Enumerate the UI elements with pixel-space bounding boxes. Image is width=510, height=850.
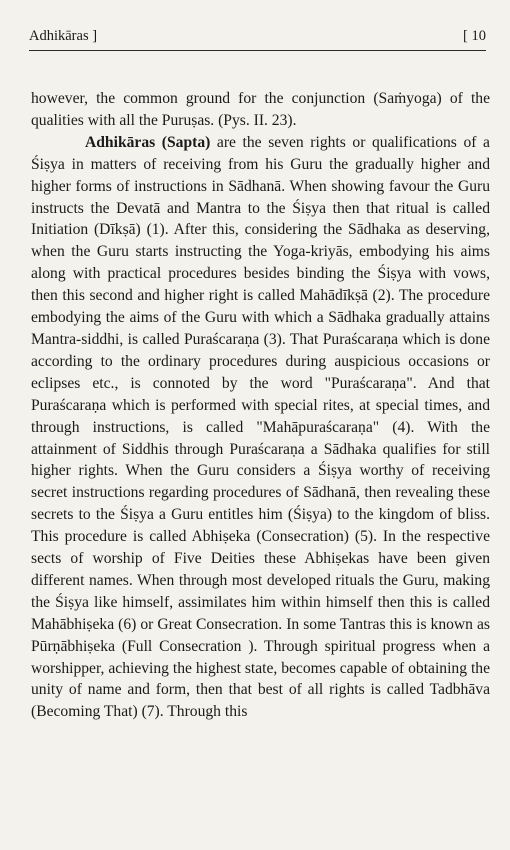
paragraph-adhikaras-text: are the seven rights or qualifications of a Śiṣya in matters of receiving from his Guru the gradually higher and higher forms of instructions in Sādhanā. When showing favour the Guru instructs the Devatā and Mantra to the Śiṣya then that ritual is called Initiation (Dīkṣā) (1). After this, considering the Sādhaka as deserving, when the Guru starts instructing the Yoga-kriyās, embodying his aims along with practical procedures besides binding the Śiṣya with vows, then this second and higher right is called Mahādīkṣā (2). The procedure embodying the aims of the Guru with which a Sādhaka gradually attains Mantra-siddhi, is called Puraścaraṇa (3). That Puraścaraṇa which is done according to the ordinary procedures during auspicious occasions or eclipses etc., is connoted by the word "Puraścaraṇa". And that Puraścaraṇa which is performed with special rites, at special times, and through instructions, is called "Mahāpuraścaraṇa" (4). With the attainment of Siddhis through Puraścaraṇa a Sādhaka qualifies for still higher rights. When the Guru considers a Śiṣya worthy of receiving secret instructions regarding procedures of Sādhanā, then revealing these secrets to the Śiṣya a Guru entitles him (Śiṣya) to the kingdom of bliss. This procedure is called Abhiṣeka (Consecration) (5). In the respective sects of worship of Five Deities these Abhiṣekas have been given different names. When through most developed rituals the Guru, making the Śiṣya like himself, assimilates him within himself then this is called Mahābhiṣeka (6) or Great Consecration. In some Tantras this is known as Pūrṇābhiṣeka (Full Consecration ). Through spiritual progress when a worshipper, achieving the highest state, becomes capable of obtaining the unity of name and form, then that best of all rights is called Tadbhāva (Becoming That) (7). Through this bbox=[31, 133, 490, 721]
header-page-number: [ 10 bbox=[463, 28, 486, 44]
paragraph-adhikaras bbox=[31, 132, 490, 723]
headword-term: Adhikāras (Sapta) bbox=[85, 133, 211, 151]
header-section-title: Adhikāras ] bbox=[29, 28, 98, 44]
paragraph-continuation: however, the common ground for the conjunction (Saṁyoga) of the qualities with all the Puruṣas. (Pys. II. 23). bbox=[31, 90, 490, 129]
header-rule bbox=[29, 50, 486, 51]
body-text bbox=[31, 88, 490, 723]
running-header bbox=[29, 27, 486, 45]
